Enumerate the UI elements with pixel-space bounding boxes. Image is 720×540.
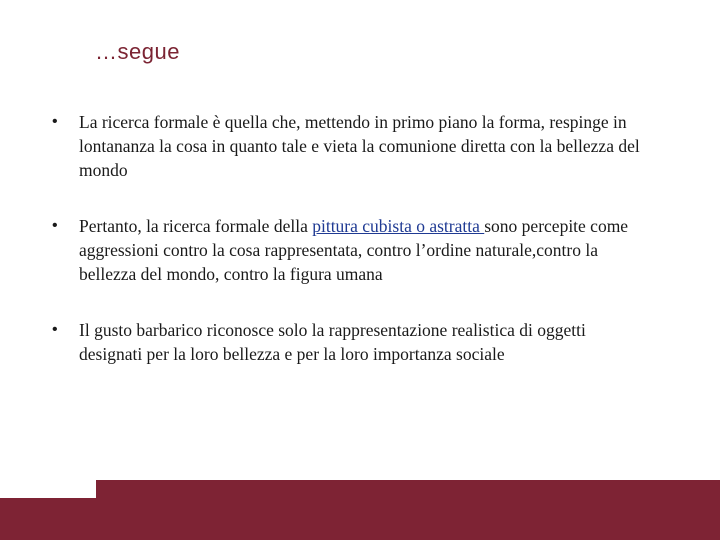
bullet-marker: •	[52, 321, 58, 338]
bullet-text: Pertanto, la ricerca formale della	[79, 216, 313, 236]
bullet-text: Il gusto barbarico riconosce solo la rappresentazione realistica di oggetti designati per la loro bellezza e per la loro importanza sociale	[79, 320, 586, 364]
bullet-marker: •	[52, 217, 58, 234]
bullet-item	[52, 110, 642, 182]
footer-accent-bar	[0, 498, 720, 540]
bullet-marker: •	[52, 113, 58, 130]
bullet-text: sono percepite come aggressioni contro la cosa rappresentata, contro l’ordine naturale,contro la bellezza del mondo, contro la figura umana	[79, 216, 629, 284]
bullet-text: La ricerca formale è quella che, mettendo in primo piano la forma, respinge in lontananza la cosa in quanto tale e vieta la comunione diretta con la bellezza del mondo	[79, 112, 640, 180]
bullet-item	[52, 214, 642, 286]
slide-title: …segue	[95, 39, 180, 64]
cubist-abstract-painting-link[interactable]: pittura cubista o astratta	[312, 216, 485, 236]
bullet-list	[52, 110, 642, 366]
bullet-item	[52, 318, 642, 366]
